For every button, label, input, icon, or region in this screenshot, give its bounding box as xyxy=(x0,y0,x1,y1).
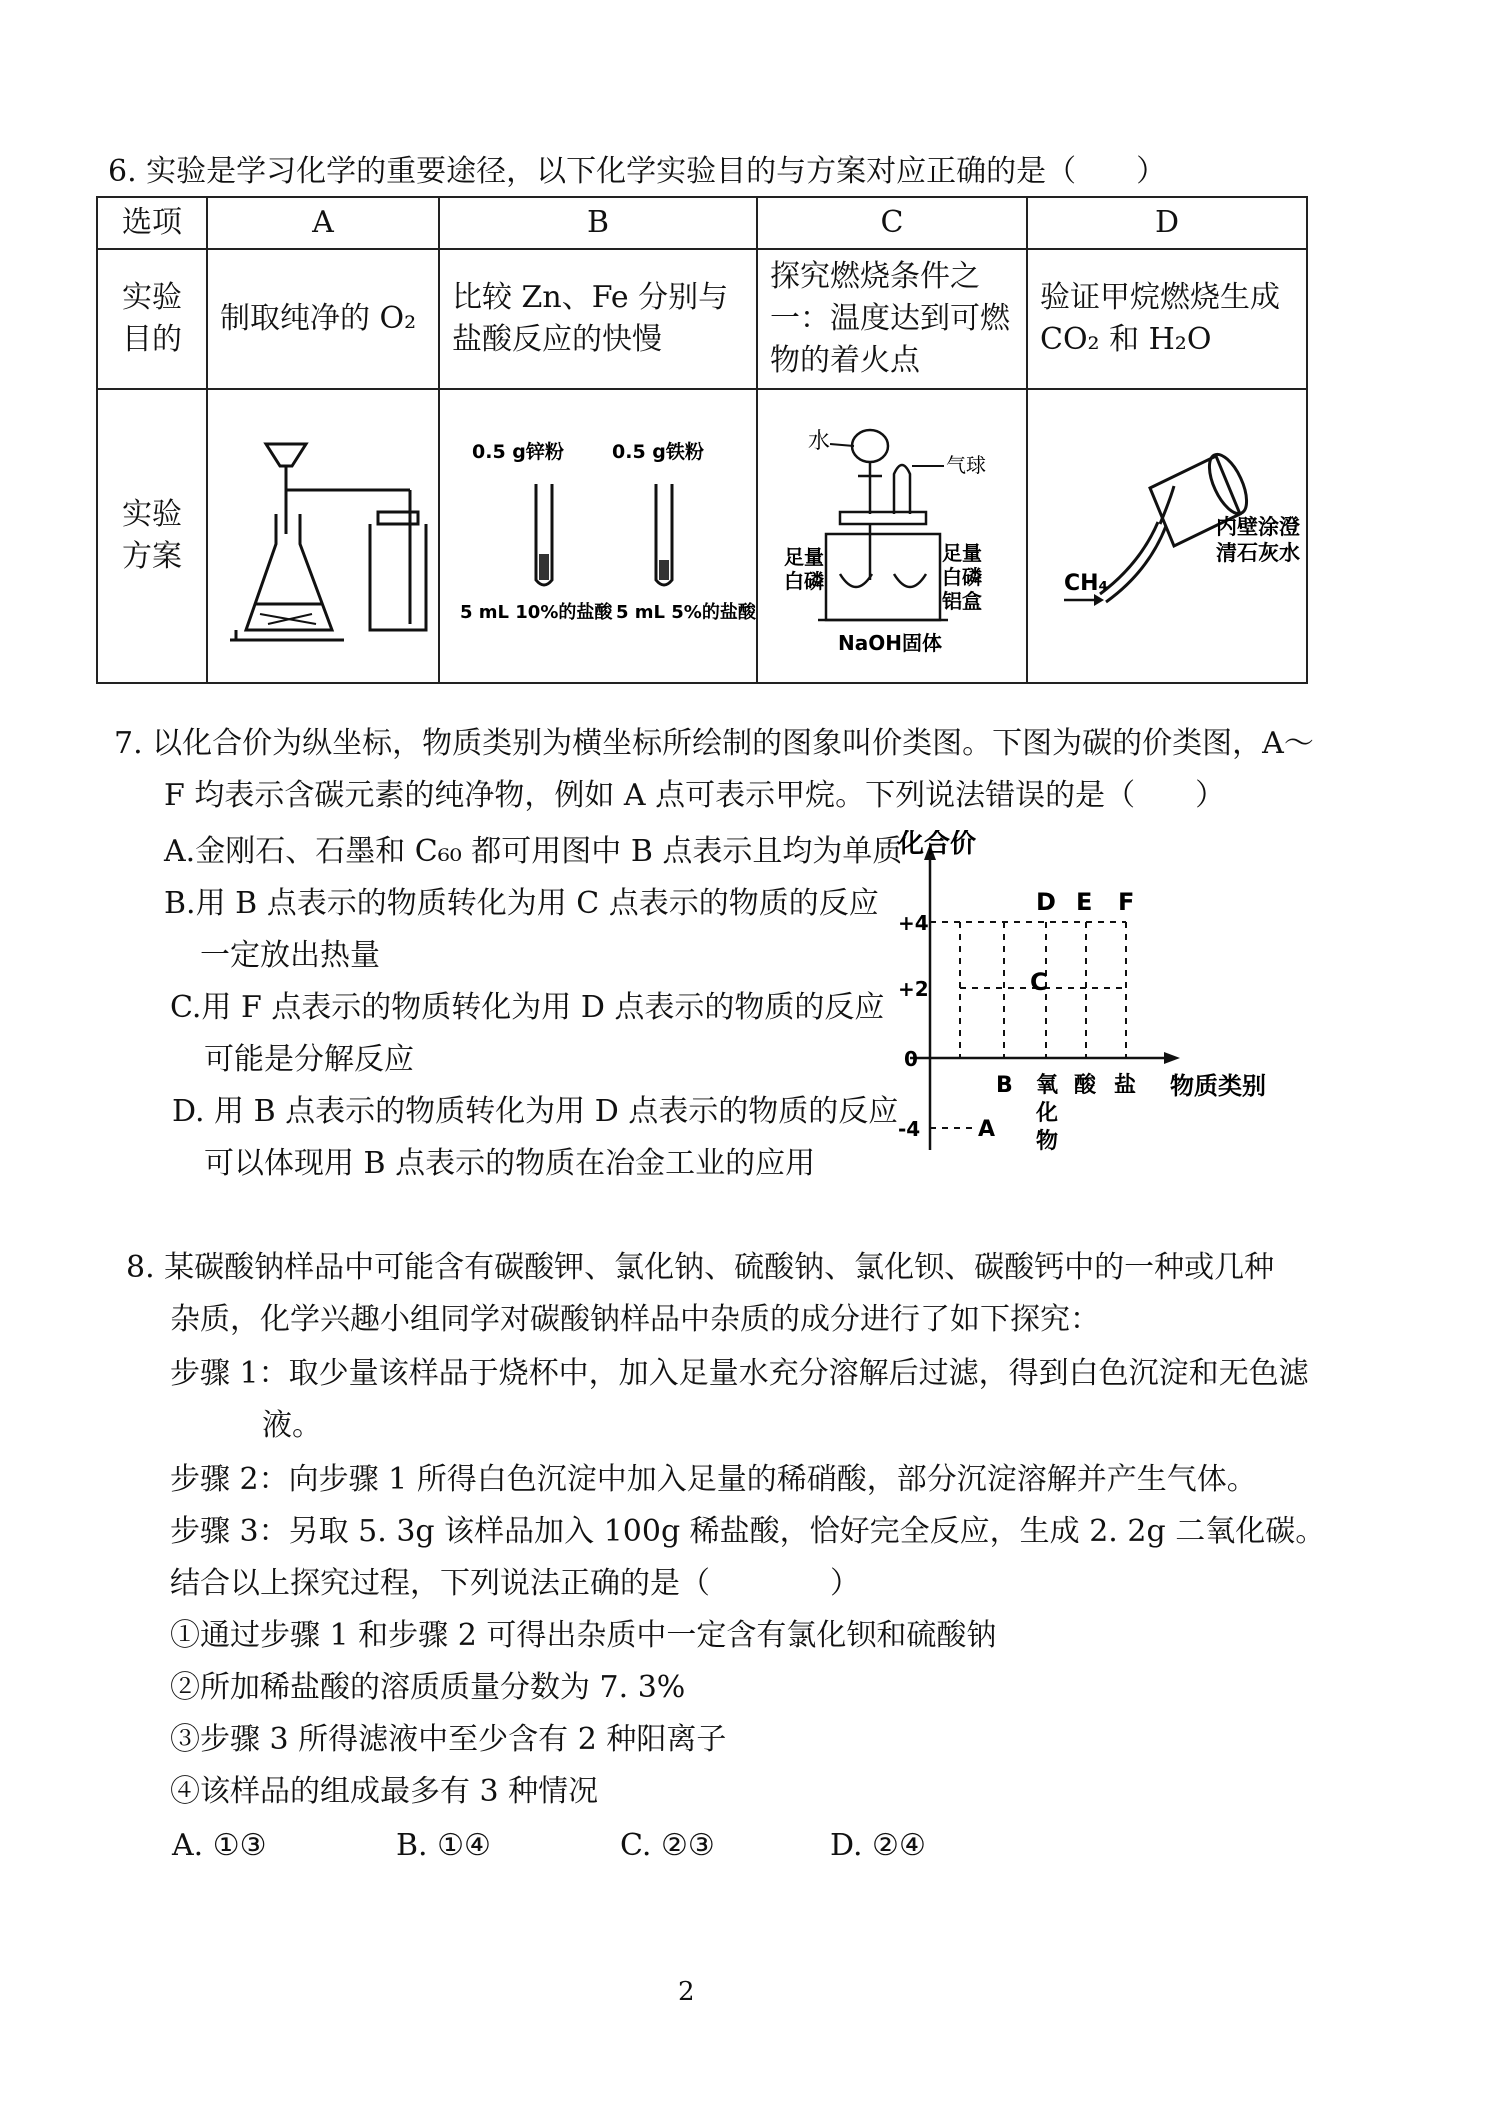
x-category-oxide-3: 物 xyxy=(1036,1129,1059,1154)
y-tick-plus2: +2 xyxy=(898,977,929,1001)
limewater-label1: 内壁涂澄 xyxy=(1216,515,1300,539)
tube2-bottom-label: 5 mL 5%的盐酸 xyxy=(616,602,756,623)
aim-label: 实验 目的 xyxy=(97,249,207,389)
q7-option-b-line1: B.用 B 点表示的物质转化为用 C 点表示的物质的反应 xyxy=(164,886,879,921)
oxygen-apparatus-figure xyxy=(220,394,450,666)
left-phosphorus-label1: 足量 xyxy=(784,545,824,569)
y-tick-zero: 0 xyxy=(904,1047,918,1071)
q8-step3: 步骤 3：另取 5. 3g 该样品加入 100g 稀盐酸，恰好完全反应，生成 2. 2g 二氧化碳。 xyxy=(170,1514,1326,1549)
test-tubes-figure xyxy=(452,394,768,666)
q7-option-c-line2: 可能是分解反应 xyxy=(204,1042,414,1077)
q8-step1-line2: 液。 xyxy=(262,1408,322,1443)
plan-c-diagram xyxy=(757,389,1027,683)
q8-stem-line2: 杂质，化学兴趣小组同学对碳酸钠样品中杂质的成分进行了如下探究： xyxy=(170,1302,1100,1337)
plan-b-diagram xyxy=(439,389,757,683)
point-b-label: B xyxy=(996,1073,1013,1098)
q8-choice-a: A. ①③ xyxy=(172,1828,267,1863)
header-option: 选项 xyxy=(97,197,207,249)
point-f-label: F xyxy=(1118,888,1135,916)
tube2-top-label: 0.5 g铁粉 xyxy=(612,441,704,463)
point-c-label: C xyxy=(1030,968,1048,996)
tube1-bottom-label: 5 mL 10%的盐酸 xyxy=(460,602,613,623)
x-category-salt: 盐 xyxy=(1114,1073,1137,1098)
q7-option-d-line2: 可以体现用 B 点表示的物质在冶金工业的应用 xyxy=(204,1146,816,1181)
limewater-label2: 清石灰水 xyxy=(1216,541,1300,565)
y-tick-plus4: +4 xyxy=(898,911,929,935)
y-axis-label: 化合价 xyxy=(898,830,977,859)
aim-a: 制取纯净的 O₂ xyxy=(207,249,439,389)
q7-option-a: A.金刚石、石墨和 C₆₀ 都可用图中 B 点表示且均为单质 xyxy=(164,834,903,869)
point-e-label: E xyxy=(1076,888,1093,916)
q8-step1-line1: 步骤 1：取少量该样品于烧杯中，加入足量水充分溶解后过滤，得到白色沉淀和无色滤 xyxy=(170,1356,1309,1391)
x-category-oxide-2: 化 xyxy=(1036,1101,1059,1126)
right-phosphorus-label2: 白磷 xyxy=(942,565,982,589)
aim-c: 探究燃烧条件之一：温度达到可燃物的着火点 xyxy=(757,249,1027,389)
plan-a-diagram xyxy=(207,389,439,683)
q8-stem-line1: 8. 某碳酸钠样品中可能含有碳酸钾、氯化钠、硫酸钠、氯化钡、碳酸钙中的一种或几种 xyxy=(126,1250,1275,1285)
right-phosphorus-label1: 足量 xyxy=(942,541,982,565)
header-a: A xyxy=(207,197,439,249)
q7-stem-line2: F 均表示含碳元素的纯净物，例如 A 点可表示甲烷。下列说法错误的是（ ） xyxy=(164,778,1226,813)
plan-d-diagram xyxy=(1027,389,1307,683)
point-a-label: A xyxy=(978,1117,996,1142)
aim-b: 比较 Zn、Fe 分别与盐酸反应的快慢 xyxy=(439,249,757,389)
plan-label: 实验 方案 xyxy=(97,389,207,683)
q6-stem: 6. 实验是学习化学的重要途径，以下化学实验目的与方案对应正确的是（ ） xyxy=(108,154,1167,189)
q8-statement-3: ③步骤 3 所得滤液中至少含有 2 种阳离子 xyxy=(170,1722,727,1757)
tube1-top-label: 0.5 g锌粉 xyxy=(472,441,564,463)
aluminum-box-label: 铝盒 xyxy=(942,589,982,613)
naoh-label: NaOH固体 xyxy=(838,631,942,655)
q7-option-c-line1: C.用 F 点表示的物质转化为用 D 点表示的物质的反应 xyxy=(170,990,885,1025)
balloon-label: 气球 xyxy=(946,453,986,477)
q8-statement-1: ①通过步骤 1 和步骤 2 可得出杂质中一定含有氯化钡和硫酸钠 xyxy=(170,1618,997,1653)
q8-choice-c: C. ②③ xyxy=(620,1828,715,1863)
q8-question: 结合以上探究过程，下列说法正确的是（ ） xyxy=(170,1566,860,1601)
header-c: C xyxy=(757,197,1027,249)
combustion-apparatus-figure xyxy=(770,394,1038,666)
q6-table xyxy=(96,196,1308,684)
q8-choice-d: D. ②④ xyxy=(830,1828,926,1863)
header-b: B xyxy=(439,197,757,249)
q7-option-d-line1: D. 用 B 点表示的物质转化为用 D 点表示的物质的反应 xyxy=(172,1094,899,1129)
left-phosphorus-label2: 白磷 xyxy=(784,569,824,593)
q8-step2: 步骤 2：向步骤 1 所得白色沉淀中加入足量的稀硝酸，部分沉淀溶解并产生气体。 xyxy=(170,1462,1257,1497)
page-number: 2 xyxy=(678,1977,695,2007)
x-axis-label: 物质类别 xyxy=(1170,1072,1266,1100)
y-tick-minus4: -4 xyxy=(898,1117,921,1141)
x-category-acid: 酸 xyxy=(1074,1073,1097,1098)
q7-option-b-line2: 一定放出热量 xyxy=(200,938,380,973)
header-d: D xyxy=(1027,197,1307,249)
carbon-valence-graph xyxy=(880,830,1300,1170)
q7-stem-line1: 7. 以化合价为纵坐标，物质类别为横坐标所绘制的图象叫价类图。下图为碳的价类图，A～ xyxy=(114,726,1314,761)
aim-d: 验证甲烷燃烧生成 CO₂ 和 H₂O xyxy=(1027,249,1307,389)
q8-choice-b: B. ①④ xyxy=(396,1828,491,1863)
ch4-label: CH₄ xyxy=(1064,571,1109,596)
q8-statement-4: ④该样品的组成最多有 3 种情况 xyxy=(170,1774,599,1809)
x-category-oxide-1: 氧 xyxy=(1036,1073,1059,1098)
point-d-label: D xyxy=(1036,888,1056,916)
water-label: 水 xyxy=(808,429,831,454)
methane-burning-figure xyxy=(1040,394,1318,666)
q8-statement-2: ②所加稀盐酸的溶质质量分数为 7. 3% xyxy=(170,1670,686,1705)
